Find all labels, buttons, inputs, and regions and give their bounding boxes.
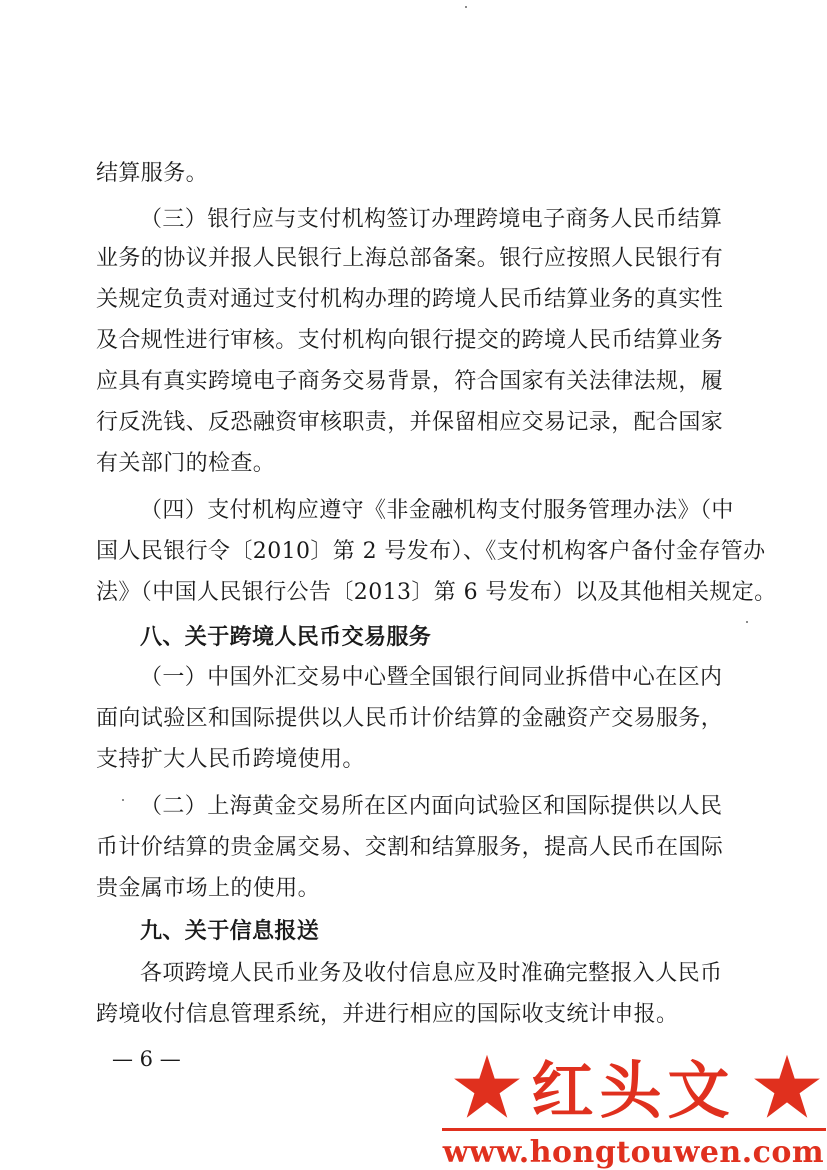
paragraph-line: 结算服务。 (96, 161, 209, 186)
watermark-divider (442, 1128, 826, 1131)
watermark-title: 红头文 (531, 1054, 736, 1127)
paragraph-line: 各项跨境人民币业务及收付信息应及时准确完整报入人民币 (140, 961, 723, 986)
paragraph-line: 应具有真实跨境电子商务交易背景，符合国家有关法律法规，履 (96, 369, 724, 394)
section-heading: 九、关于信息报送 (140, 918, 320, 944)
paragraph-line: 法》（中国人民银行公告〔2013〕第 6 号发布）以及其他相关规定。 (96, 580, 777, 605)
paragraph-line: （四）支付机构应遵守《非金融机构支付服务管理办法》（中 (140, 498, 734, 523)
paragraph-line: 有关部门的检查。 (96, 451, 276, 476)
paragraph-line: 币计价结算的贵金属交易、交割和结算服务，提高人民币在国际 (96, 835, 724, 860)
paragraph-line: 行反洗钱、反恐融资审核职责，并保留相应交易记录，配合国家 (96, 410, 724, 435)
paragraph-line: 贵金属市场上的使用。 (96, 876, 321, 901)
paragraph-line: 关规定负责对通过支付机构办理的跨境人民币结算业务的真实性 (96, 287, 724, 312)
paragraph-line: 跨境收付信息管理系统，并进行相应的国际收支统计申报。 (96, 1002, 679, 1027)
scan-speck (465, 6, 467, 8)
scan-speck (122, 799, 124, 801)
paragraph-line: 国人民银行令〔2010〕第 2 号发布）、《支付机构客户备付金存管办 (96, 539, 766, 564)
paragraph-line: （三）银行应与支付机构签订办理跨境电子商务人民币结算 (140, 207, 723, 232)
page-number: — 6 — (112, 1047, 181, 1071)
watermark-url: www.hongtouwen.com (442, 1135, 825, 1170)
paragraph-line: （二）上海黄金交易所在区内面向试验区和国际提供以人民 (140, 794, 723, 819)
paragraph-line: 业务的协议并报人民银行上海总部备案。银行应按照人民银行有 (96, 246, 724, 271)
paragraph-line: 及合规性进行审核。支付机构向银行提交的跨境人民币结算业务 (96, 328, 724, 353)
paragraph-line: （一）中国外汇交易中心暨全国银行间同业拆借中心在区内 (140, 665, 723, 690)
paragraph-line: 面向试验区和国际提供以人民币计价结算的金融资产交易服务， (96, 706, 724, 731)
watermark (440, 1040, 827, 1170)
scan-speck (746, 621, 748, 623)
paragraph-line: 支持扩大人民币跨境使用。 (96, 747, 365, 772)
section-heading: 八、关于跨境人民币交易服务 (140, 624, 432, 650)
star-icon (752, 1052, 822, 1122)
